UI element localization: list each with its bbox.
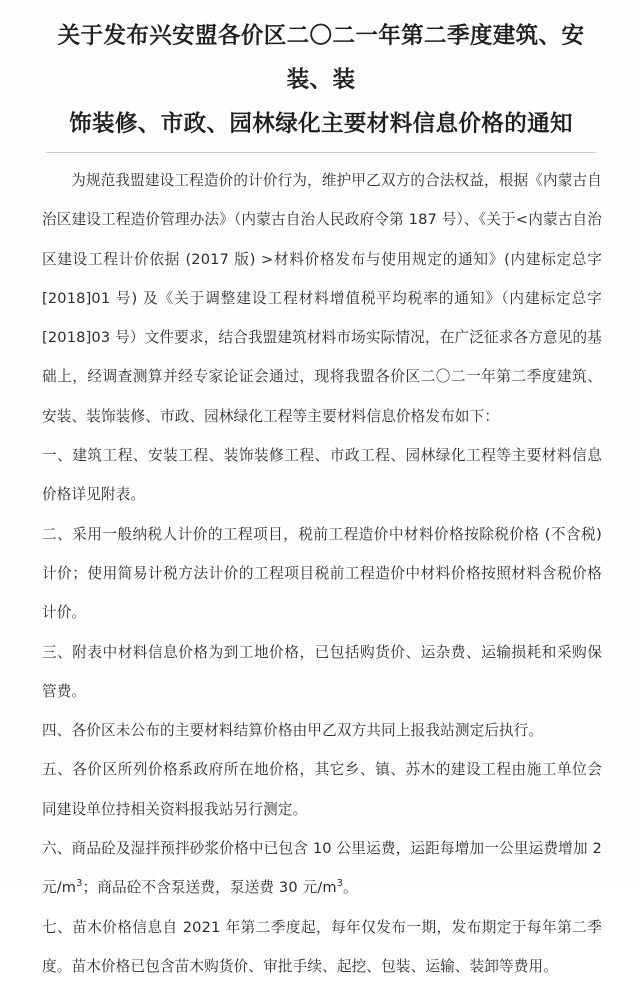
page-title-line-2: 饰装修、市政、园林绿化主要材料信息价格的通知 xyxy=(69,111,573,137)
paragraph-item-3: 三、附表中材料信息价格为到工地价格，已包括购货价、运杂费、运输损耗和采购保管费。 xyxy=(42,643,602,700)
paragraph-item-6: 六、商品砼及湿拌预拌砂浆价格中已包含 10 公里运费，运距每增加一公里运费增加 2 元$/m^3$；商品砼不含泵送费，泵送费 30 元$/m^3$。 xyxy=(42,840,602,897)
paragraph-item-7: 七、苗木价格信息自 2021 年第二季度起，每年仅发布一期，发布期定于每年第二季度。苗木价格已包含苗木购货价、审批手续、起挖、包装、运输、装卸等费用。 xyxy=(42,918,602,975)
paragraph-item-4: 四、各价区未公布的主要材料结算价格由甲乙双方共同上报我站测定后执行。 xyxy=(42,722,544,740)
document-body xyxy=(0,153,642,986)
page-title: 关于发布兴安盟各价区二〇二一年第二季度建筑、安装、装 xyxy=(57,23,585,93)
paragraph-item-5: 五、各价区所列价格系政府所在地价格，其它乡、镇、苏木的建设工程由施工单位会同建设单位持相关资料报我站另行测定。 xyxy=(42,761,602,818)
paragraph-item-1: 一、建筑工程、安装工程、装饰装修工程、市政工程、园林绿化工程等主要材料信息价格详见附表。 xyxy=(42,447,602,504)
paragraph-item-2: 二、采用一般纳税人计价的工程项目，税前工程造价中材料价格按除税价格 (不含税) 计价；使用简易计税方法计价的工程项目税前工程造价中材料价格按照材料含税价格计价。 xyxy=(42,525,602,622)
paragraph-preamble: 为规范我盟建设工程造价的计价行为，维护甲乙双方的合法权益，根据《内蒙古自治区建设工程造价管理办法》（内蒙古自治人民政府令第 187 号）、《关于<内蒙古自治区建设工程计价依据 (2017 版) >材料价格发布与使用规定的通知》(内建标定总字[2018]01 号) 及《关于调整建设工程材料增值税平均税率的通知》（内建标定总字[2018]03 号）文件要求，结合我盟建筑材料市场实际情况，在广泛征求各方意见的基础上，经调查测算并经专家论证会通过，现将我盟各价区二〇二一年第二季度建筑、安装、装饰装修、市政、园林绿化工程等主要材料信息价格发布如下： xyxy=(42,172,602,425)
